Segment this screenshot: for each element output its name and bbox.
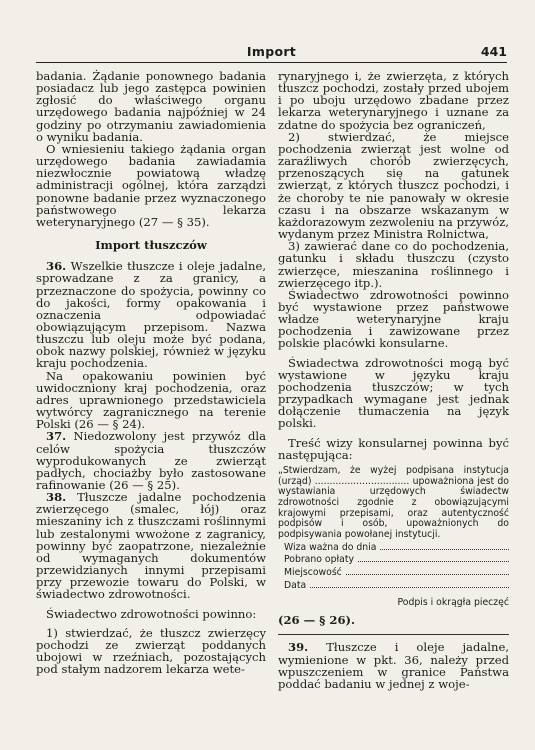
visa-line [284, 541, 509, 554]
paragraph-number: 39. [288, 640, 309, 655]
legal-reference: (26 — § 26). [278, 613, 356, 628]
consular-visa-template [278, 466, 509, 608]
paragraph: Na opakowaniu powinien być uwidoczniony kraj pochodzenia, oraz adres uprawnionego przedstawiciela wytwórcy zagranicznego na terenie Polski (26 — § 24). [36, 368, 266, 432]
dotted-line [380, 541, 509, 550]
visa-line [284, 579, 509, 592]
paragraph: O wniesieniu takiego żądania organ urzędowego badania zawiadamia niezwłocznie powiatową władzę administracji ogólnej, która zarządzi ponowne badanie przez wyznaczonego państwowego lekarza weterynaryjnego (27 — § 35). [36, 141, 266, 229]
paragraph: badania. Żądanie ponownego badania posiadacz lub jego zastępca powinien zgłosić do właściwego organu urzędowego badania najpóźniej w 24 godziny po otrzymaniu zawiadomienia o wyniku badania. [36, 69, 266, 144]
paragraph-text: Niedozwolony jest przywóz dla celów spożycia tłuszczów wyprodukowanych ze zwierząt padłych, chociażby było zastosowane rafinowanie (26 — § 25). [36, 429, 266, 492]
paragraph-number: 37. [46, 429, 67, 444]
left-column [36, 70, 266, 675]
paragraph: Treść wizy konsularnej powinna być następująca: [278, 435, 509, 462]
visa-signature: Podpis i okrągła pieczęć [397, 596, 509, 608]
visa-label: Pobrano opłaty [284, 554, 354, 566]
paragraph-number: 38. [46, 490, 67, 505]
paragraph-number: 36. [46, 259, 67, 274]
paragraph: 2) stwierdzać, że miejsce pochodzenia zwierząt jest wolne od zaraźliwych chorób zwierzęcych, przenoszących się na gatunek zwierząt, z których tłuszcz pochodzi, i że choroby te nie panowały w okresie czasu i na obszarze wskazanym w każdorazowym zezwoleniu na przywóz, wydanym przez Ministra Rolnictwa, [278, 129, 509, 242]
section-heading: Import tłuszczów [95, 238, 207, 253]
paragraph: Świadectwo zdrowotności powinno: [46, 606, 257, 621]
paragraph: Świadectwo zdrowotności powinno być wystawione przez państwowe władze weterynaryjne kraju pochodzenia i zawizowane przez polskie placówki konsularne. [278, 287, 509, 351]
paragraph-39 [278, 641, 509, 690]
dotted-line [310, 579, 509, 588]
visa-line [284, 566, 509, 579]
visa-line [284, 553, 509, 566]
visa-label: Data [284, 579, 307, 591]
right-column [278, 70, 509, 690]
visa-text: „Stwierdzam, że wyżej podpisana instytucja (urząd) ................................ upoważniona jest do wystawiania urzędowych świadectw zdrowotności zgodnie z obowiązującymi krajowymi przepisami, oraz autentyczność podpisów i osób, upoważnionych do podpisywania powołanej instytucji. [278, 464, 509, 541]
visa-label: Wiza ważna do dnia [284, 541, 377, 553]
visa-label: Miejscowość [284, 567, 342, 579]
dotted-line [346, 566, 509, 575]
paragraph-38 [36, 491, 266, 600]
paragraph: 3) zawierać dane co do pochodzenia, gatunku i składu tłuszczu (czysto zwierzęce, mieszanina roślinnego i zwierzęcego itp.). [278, 239, 509, 290]
page-number: 441 [480, 44, 507, 59]
dotted-line [358, 553, 509, 562]
paragraph-text: Tłuszcze i oleje jadalne, wymienione w pkt. 36, należy przed wpuszczeniem w granice Państwa poddać badaniu w jednej z woje- [278, 640, 510, 691]
paragraph: rynaryjnego i, że zwierzęta, z których tłuszcz pochodzi, zostały przed ubojem i po uboju urzędowo zbadane przez lekarza weterynaryjnego i uznane za zdatne do spożycia bez ograniczeń, [278, 69, 509, 132]
paragraph-37 [36, 430, 266, 491]
paragraph: Świadectwa zdrowotności mogą być wystawione w języku kraju pochodzenia tłuszczów; w tych przypadkach wymagane jest jednak dołączenie tłumaczenia na język polski. [278, 355, 509, 431]
paragraph-text: Tłuszcze jadalne pochodzenia zwierzęcego (smalec, łój) oraz mieszaniny ich z tłuszczami roślinnymi lub zestalonymi wwożone z zagranicy, powinny być zaopatrzone, niezależnie od wymaganych dokumentów przewidzianych innymi przepisami przy przewozie towaru do Polski, w świadectwo zdrowotności. [36, 490, 267, 602]
paragraph-36 [36, 260, 266, 369]
running-title: Import [246, 44, 297, 59]
page-header [36, 44, 507, 63]
divider [278, 634, 509, 635]
paragraph-text: Wszelkie tłuszcze i oleje jadalne, sprowadzane z za granicy, a przeznaczone do spożycia, powinny co do jakości, formy opakowania i oznaczenia odpowiadać obowiązującym przepisom. Nazwa tłuszczu lub oleju może być podana, obok nazwy polskiej, również w języku kraju pochodzenia. [36, 259, 266, 371]
paragraph: 1) stwierdzać, że tłuszcz zwierzęcy pochodzi ze zwierząt poddanych ubojowi w rzeźniach, pozostających pod stałym nadzorem lekarza wete- [36, 625, 266, 677]
